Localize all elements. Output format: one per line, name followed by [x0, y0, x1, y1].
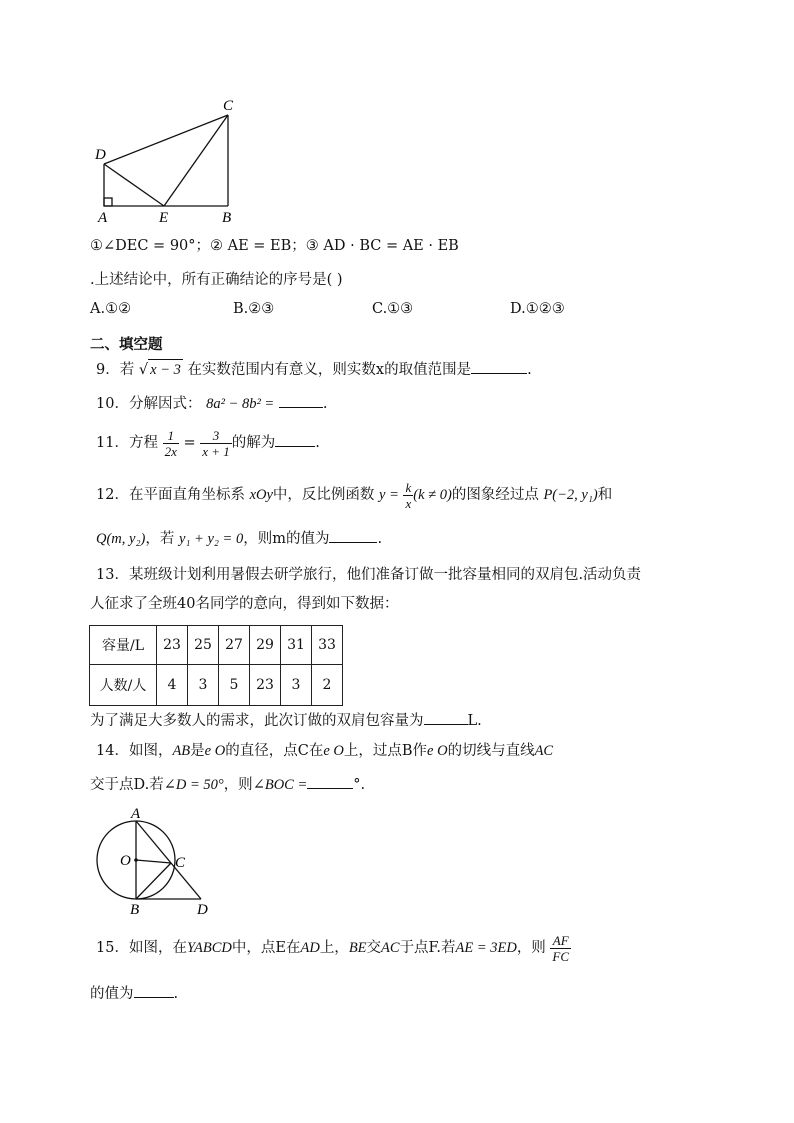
q14-circle-o: e O	[427, 743, 448, 759]
table-header-cell: 人数/人	[90, 665, 157, 706]
q13-unit: L.	[467, 713, 482, 729]
option-c-label: C.①③	[372, 301, 414, 317]
q14-text-g: ，则	[223, 777, 253, 793]
q12-text-f: ，则m的值为	[243, 531, 330, 547]
q8-question-text: .上述结论中，所有正确结论的序号是( )	[90, 272, 343, 288]
q11-equals: =	[183, 435, 196, 451]
q11-number: 11．方程	[96, 435, 158, 451]
q11-fraction-right: $\frac{3}{x + 1}$	[202, 427, 230, 459]
q15-text-c: 上，	[319, 940, 349, 956]
q10-expression: 8a² − 8b² =	[206, 396, 275, 412]
figure-circle-tangent	[88, 803, 228, 918]
q10-end: .	[322, 396, 328, 412]
q8-option-a[interactable]	[90, 299, 131, 319]
right-angle-mark	[104, 198, 112, 206]
q13-text-3: 为了满足大多数人的需求，此次订做的双肩包容量为	[90, 713, 424, 729]
q15-text-d: 交	[366, 940, 382, 956]
table-row	[90, 665, 343, 706]
q12-point-q: Q(m, y₂)	[96, 531, 146, 547]
table-cell: 25	[188, 626, 219, 665]
q14-end: °.	[353, 777, 366, 793]
q8-conclusions-text: ①∠DEC = 90°；② AE = EB；③ AD · BC = AE · EB	[90, 238, 459, 254]
question-11	[96, 424, 320, 462]
segment-ec	[164, 115, 228, 206]
q15-be: BE	[348, 940, 367, 956]
q8-option-d[interactable]	[510, 299, 565, 319]
table-cell: 31	[281, 626, 312, 665]
table-cell: 5	[219, 665, 250, 706]
q15-text-f: ，则	[516, 940, 546, 956]
line-ad	[136, 821, 201, 899]
q11-fraction-left: $\frac{1}{2x}$	[164, 427, 177, 459]
q14-angle-boc: ∠BOC =	[252, 777, 308, 793]
q15-end: .	[173, 986, 179, 1002]
q13-text-2: 人征求了全班40名同学的意向，得到如下数据：	[90, 596, 399, 612]
figure-quadrilateral	[90, 92, 250, 227]
question-14-line-2	[90, 774, 365, 795]
q8-question	[90, 270, 343, 290]
q14-text-f: 交于点D.若	[90, 777, 164, 793]
q12-xoy: xOy	[249, 487, 273, 503]
q14-text-b: 是	[190, 743, 205, 759]
q12-fraction-k-over-x: $\frac{k}{x}$	[405, 479, 412, 511]
section-heading	[90, 333, 163, 354]
label-a: A	[131, 806, 141, 822]
label-b: B	[130, 902, 140, 918]
q15-ae-equation: AE = 3ED	[455, 940, 517, 956]
label-e: E	[159, 210, 169, 226]
q12-text-b: 中，反比例函数	[272, 487, 375, 503]
q15-text-e: 于点F.若	[399, 940, 456, 956]
sqrt-symbol: √	[138, 362, 149, 378]
answer-blank[interactable]	[279, 393, 323, 408]
q8-option-c[interactable]	[372, 299, 413, 319]
q11-end: .	[315, 435, 320, 451]
q14-text-d: 上，过点B作	[343, 743, 428, 759]
table-cell: 2	[312, 665, 343, 706]
question-10	[96, 393, 327, 414]
q13-text-1: 13．某班级计划利用暑假去研学旅行，他们准备订做一批容量相同的双肩包.活动负责	[96, 567, 642, 583]
question-13-line-1	[96, 565, 641, 585]
table-cell: 27	[219, 626, 250, 665]
q15-text-a: 15．如图，在	[96, 940, 187, 956]
answer-blank[interactable]	[134, 983, 174, 998]
table-cell: 29	[250, 626, 281, 665]
section-title: 二、填空题	[90, 337, 163, 353]
answer-blank[interactable]	[307, 774, 353, 789]
label-c: C	[223, 98, 234, 114]
q15-fraction-af-fc: $\frac{AF}{FC}$	[552, 932, 570, 964]
q9-end: .	[527, 362, 532, 378]
segment-oc	[136, 860, 171, 863]
segment-de	[104, 164, 164, 206]
q14-angle-d: ∠D = 50°	[163, 777, 224, 793]
center-point	[134, 858, 138, 862]
q10-number: 10．分解因式：	[96, 396, 202, 412]
question-14-line-1	[96, 741, 553, 761]
q14-text-a: 14．如图，	[96, 743, 173, 759]
q12-text-a: 12．在平面直角坐标系	[96, 487, 245, 503]
label-o: O	[120, 853, 131, 869]
label-a: A	[98, 210, 108, 226]
q9-number: 9．若	[96, 362, 135, 378]
q14-text-c: 的直径，点C在	[225, 743, 324, 759]
q15-parallelogram: YABCD	[186, 940, 232, 956]
question-13-line-2	[90, 594, 398, 614]
answer-blank[interactable]	[471, 359, 527, 374]
q8-conclusions	[90, 236, 459, 256]
question-15-line-2	[90, 983, 178, 1004]
q15-ac: AC	[381, 940, 400, 956]
q12-sum-equation: y₁ + y₂ = 0	[178, 531, 244, 547]
q14-text-e: 的切线与直线	[447, 743, 535, 759]
table-cell: 3	[188, 665, 219, 706]
q11-text: 的解为	[231, 435, 276, 451]
table-cell: 4	[157, 665, 188, 706]
q15-text-b: 中，点E在	[231, 940, 301, 956]
label-c: C	[175, 855, 186, 871]
q9-text: 在实数范围内有意义，则实数x的取值范围是	[187, 362, 472, 378]
q15-text-g: 的值为	[90, 986, 134, 1002]
q15-ad: AD	[300, 940, 320, 956]
table-cell: 33	[312, 626, 343, 665]
q12-text-e: ，若	[145, 531, 175, 547]
q12-y-equals: y =	[379, 487, 399, 503]
segment-bc	[136, 863, 171, 899]
q12-text-d: 和	[597, 487, 613, 503]
label-d: D	[197, 902, 208, 918]
label-b: B	[222, 210, 232, 226]
answer-blank[interactable]	[275, 432, 315, 447]
q12-condition: (k ≠ 0)	[413, 487, 452, 503]
q12-point-p: P(−2, y₁)	[543, 487, 598, 503]
option-d-label: D.①②③	[510, 301, 565, 317]
label-d: D	[95, 147, 106, 163]
table-cell: 3	[281, 665, 312, 706]
q14-circle-o: e O	[323, 743, 344, 759]
q14-ab: AB	[172, 743, 191, 759]
option-b-label: B.②③	[233, 301, 275, 317]
question-12-line-2	[96, 528, 382, 549]
table-row	[90, 626, 343, 665]
q12-end: .	[377, 531, 383, 547]
q9-radicand: x − 3	[148, 359, 183, 380]
answer-blank[interactable]	[329, 528, 377, 543]
segment-dc	[104, 115, 228, 164]
q8-option-b[interactable]	[233, 299, 274, 319]
question-12-line-1	[96, 476, 612, 514]
q12-text-c: 的图象经过点	[451, 487, 539, 503]
option-a-label: A.①②	[90, 301, 132, 317]
question-15-line-1	[96, 929, 571, 967]
table-cell: 23	[157, 626, 188, 665]
table-cell: 23	[250, 665, 281, 706]
table-header-cell: 容量/L	[90, 626, 157, 665]
q14-circle-o: e O	[204, 743, 226, 759]
answer-blank[interactable]	[424, 710, 468, 725]
q14-ac: AC	[534, 743, 554, 759]
data-table	[89, 625, 343, 706]
question-13-after	[90, 710, 482, 731]
question-9	[96, 359, 532, 380]
